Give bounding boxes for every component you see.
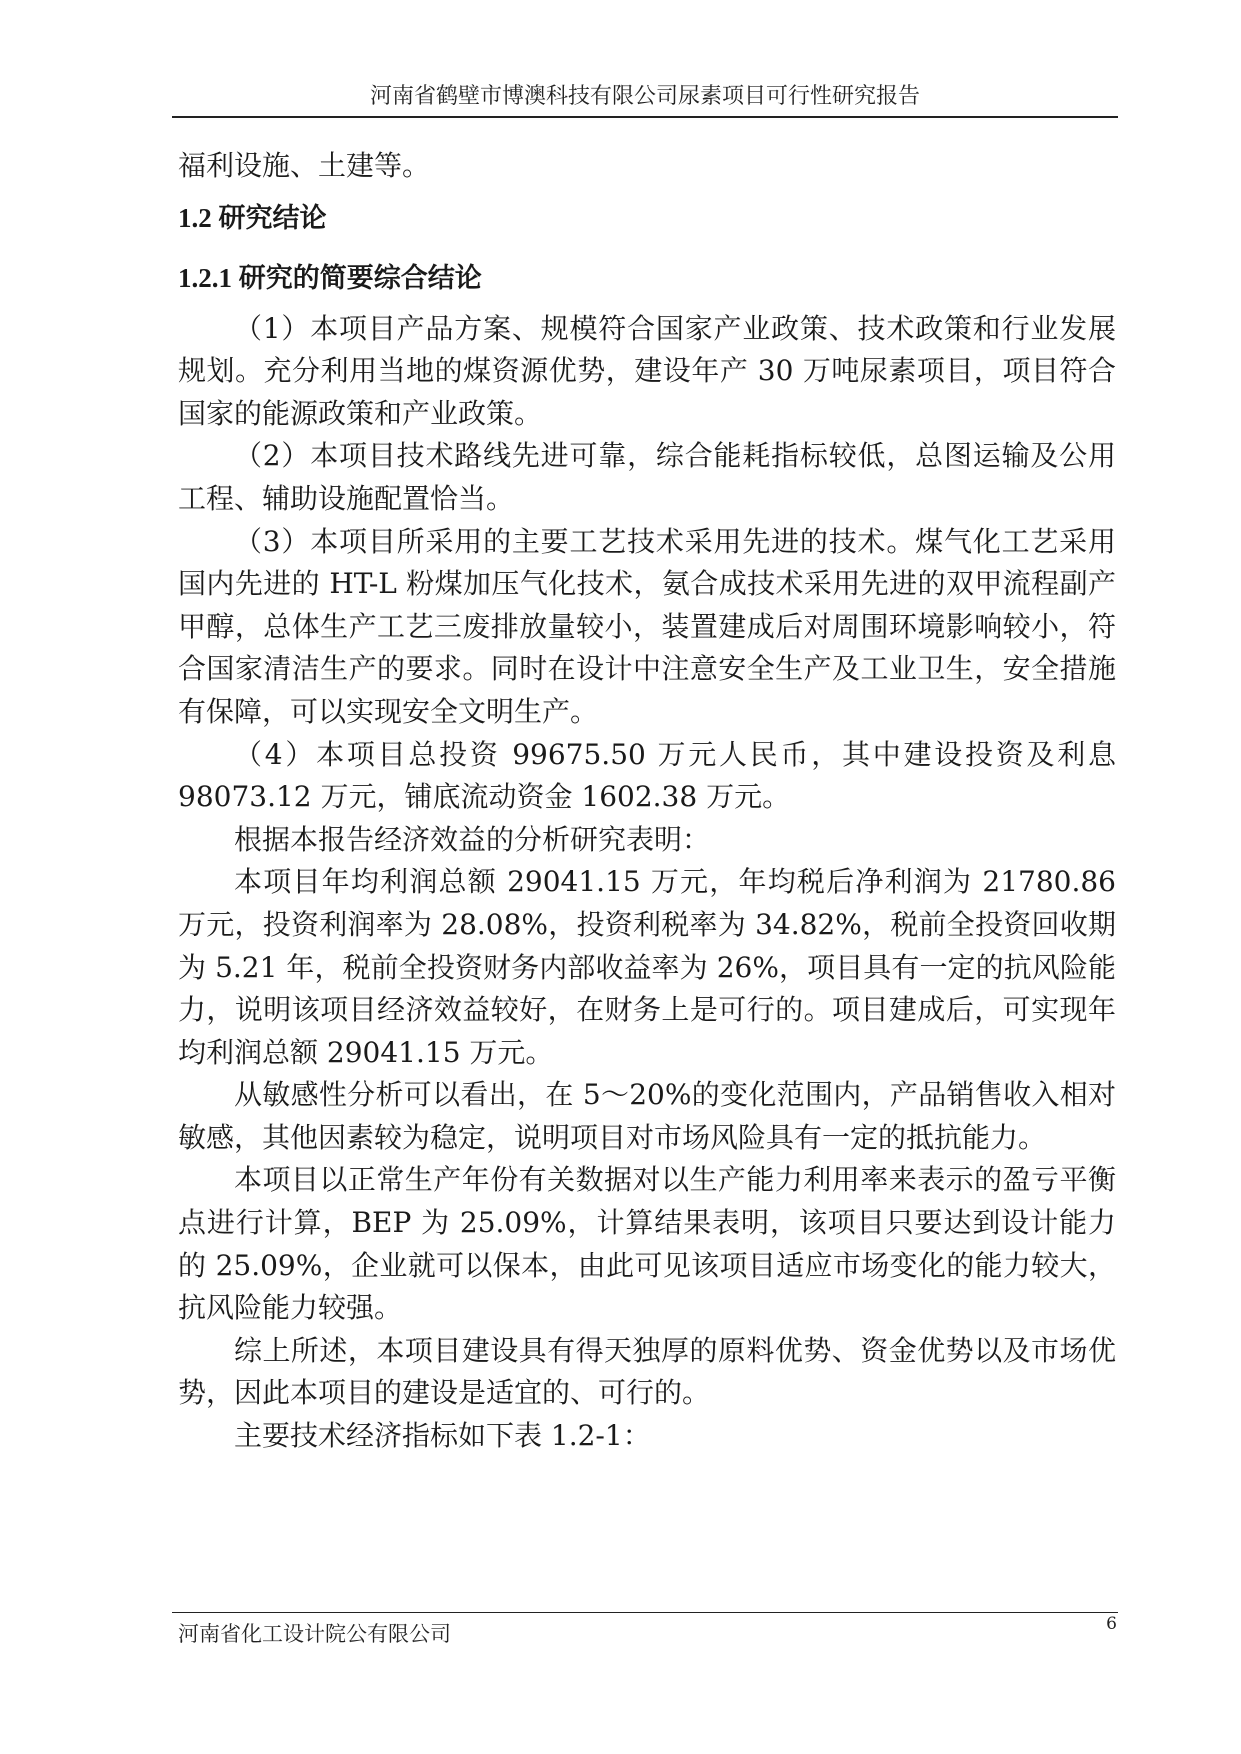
paragraph-9: 综上所述，本项目建设具有得天独厚的原料优势、资金优势以及市场优势，因此本项目的建设是适宜的、可行的。 (178, 1333, 1116, 1410)
paragraph-2: （2）本项目技术路线先进可靠，综合能耗指标较低，总图运输及公用工程、辅助设施配置恰当。 (178, 439, 1116, 515)
header-divider (172, 116, 1118, 118)
paragraph-1: （1）本项目产品方案、规模符合国家产业政策、技术政策和行业发展规划。充分利用当地的煤资源优势，建设年产 30 万吨尿素项目，项目符合国家的能源政策和产业政策。 (178, 311, 1116, 430)
paragraph-3: （3）本项目所采用的主要工艺技术采用先进的技术。煤气化工艺采用国内先进的 HT-L 粉煤加压气化技术，氨合成技术采用先进的双甲流程副产甲醇，总体生产工艺三废排放量较小，装置建成后对周围环境影响较小，符合国家清洁生产的要求。同时在设计中注意安全生产及工业卫生，安全措施有保障，可以实现安全文明生产。 (178, 524, 1116, 728)
running-header: 河南省鹤壁市博澳科技有限公司尿素项目可行性研究报告 (369, 84, 920, 109)
paragraph-5: 根据本报告经济效益的分析研究表明： (234, 822, 711, 856)
paragraph-10: 主要技术经济指标如下表 1.2-1： (234, 1419, 651, 1453)
footer-divider (172, 1612, 1118, 1613)
paragraph-6: 本项目年均利润总额 29041.15 万元，年均税后净利润为 21780.86 万元，投资利润率为 28.08%，投资利税率为 34.82%，税前全投资回收期为 5.21 年，税前全投资财务内部收益率为 26%，项目具有一定的抗风险能力，说明该项目经济效益较好，在财务上是可行的。项目建成后，可实现年均利润总额 29041.15 万元。 (178, 865, 1116, 1069)
document-body (178, 145, 1116, 1458)
paragraph-7: 从敏感性分析可以看出，在 5～20%的变化范围内，产品销售收入相对敏感，其他因素较为稳定，说明项目对市场风险具有一定的抵抗能力。 (178, 1078, 1116, 1154)
section-heading: 1.2 研究结论 (178, 202, 327, 233)
page-number: 6 (1106, 1614, 1117, 1634)
footer-company: 河南省化工设计院公有限公司 (178, 1622, 451, 1646)
continuation-text: 福利设施、土建等。 (178, 149, 431, 182)
paragraph-4: （4）本项目总投资 99675.50 万元人民币，其中建设投资及利息 98073.12 万元，铺底流动资金 1602.38 万元。 (178, 737, 1116, 814)
subsection-heading: 1.2.1 研究的简要综合结论 (178, 262, 482, 293)
paragraph-8: 本项目以正常生产年份有关数据对以生产能力利用率来表示的盈亏平衡点进行计算，BEP 为 25.09%，计算结果表明，该项目只要达到设计能力的 25.09%，企业就可以保本，由此可见该项目适应市场变化的能力较大，抗风险能力较强。 (178, 1163, 1116, 1325)
